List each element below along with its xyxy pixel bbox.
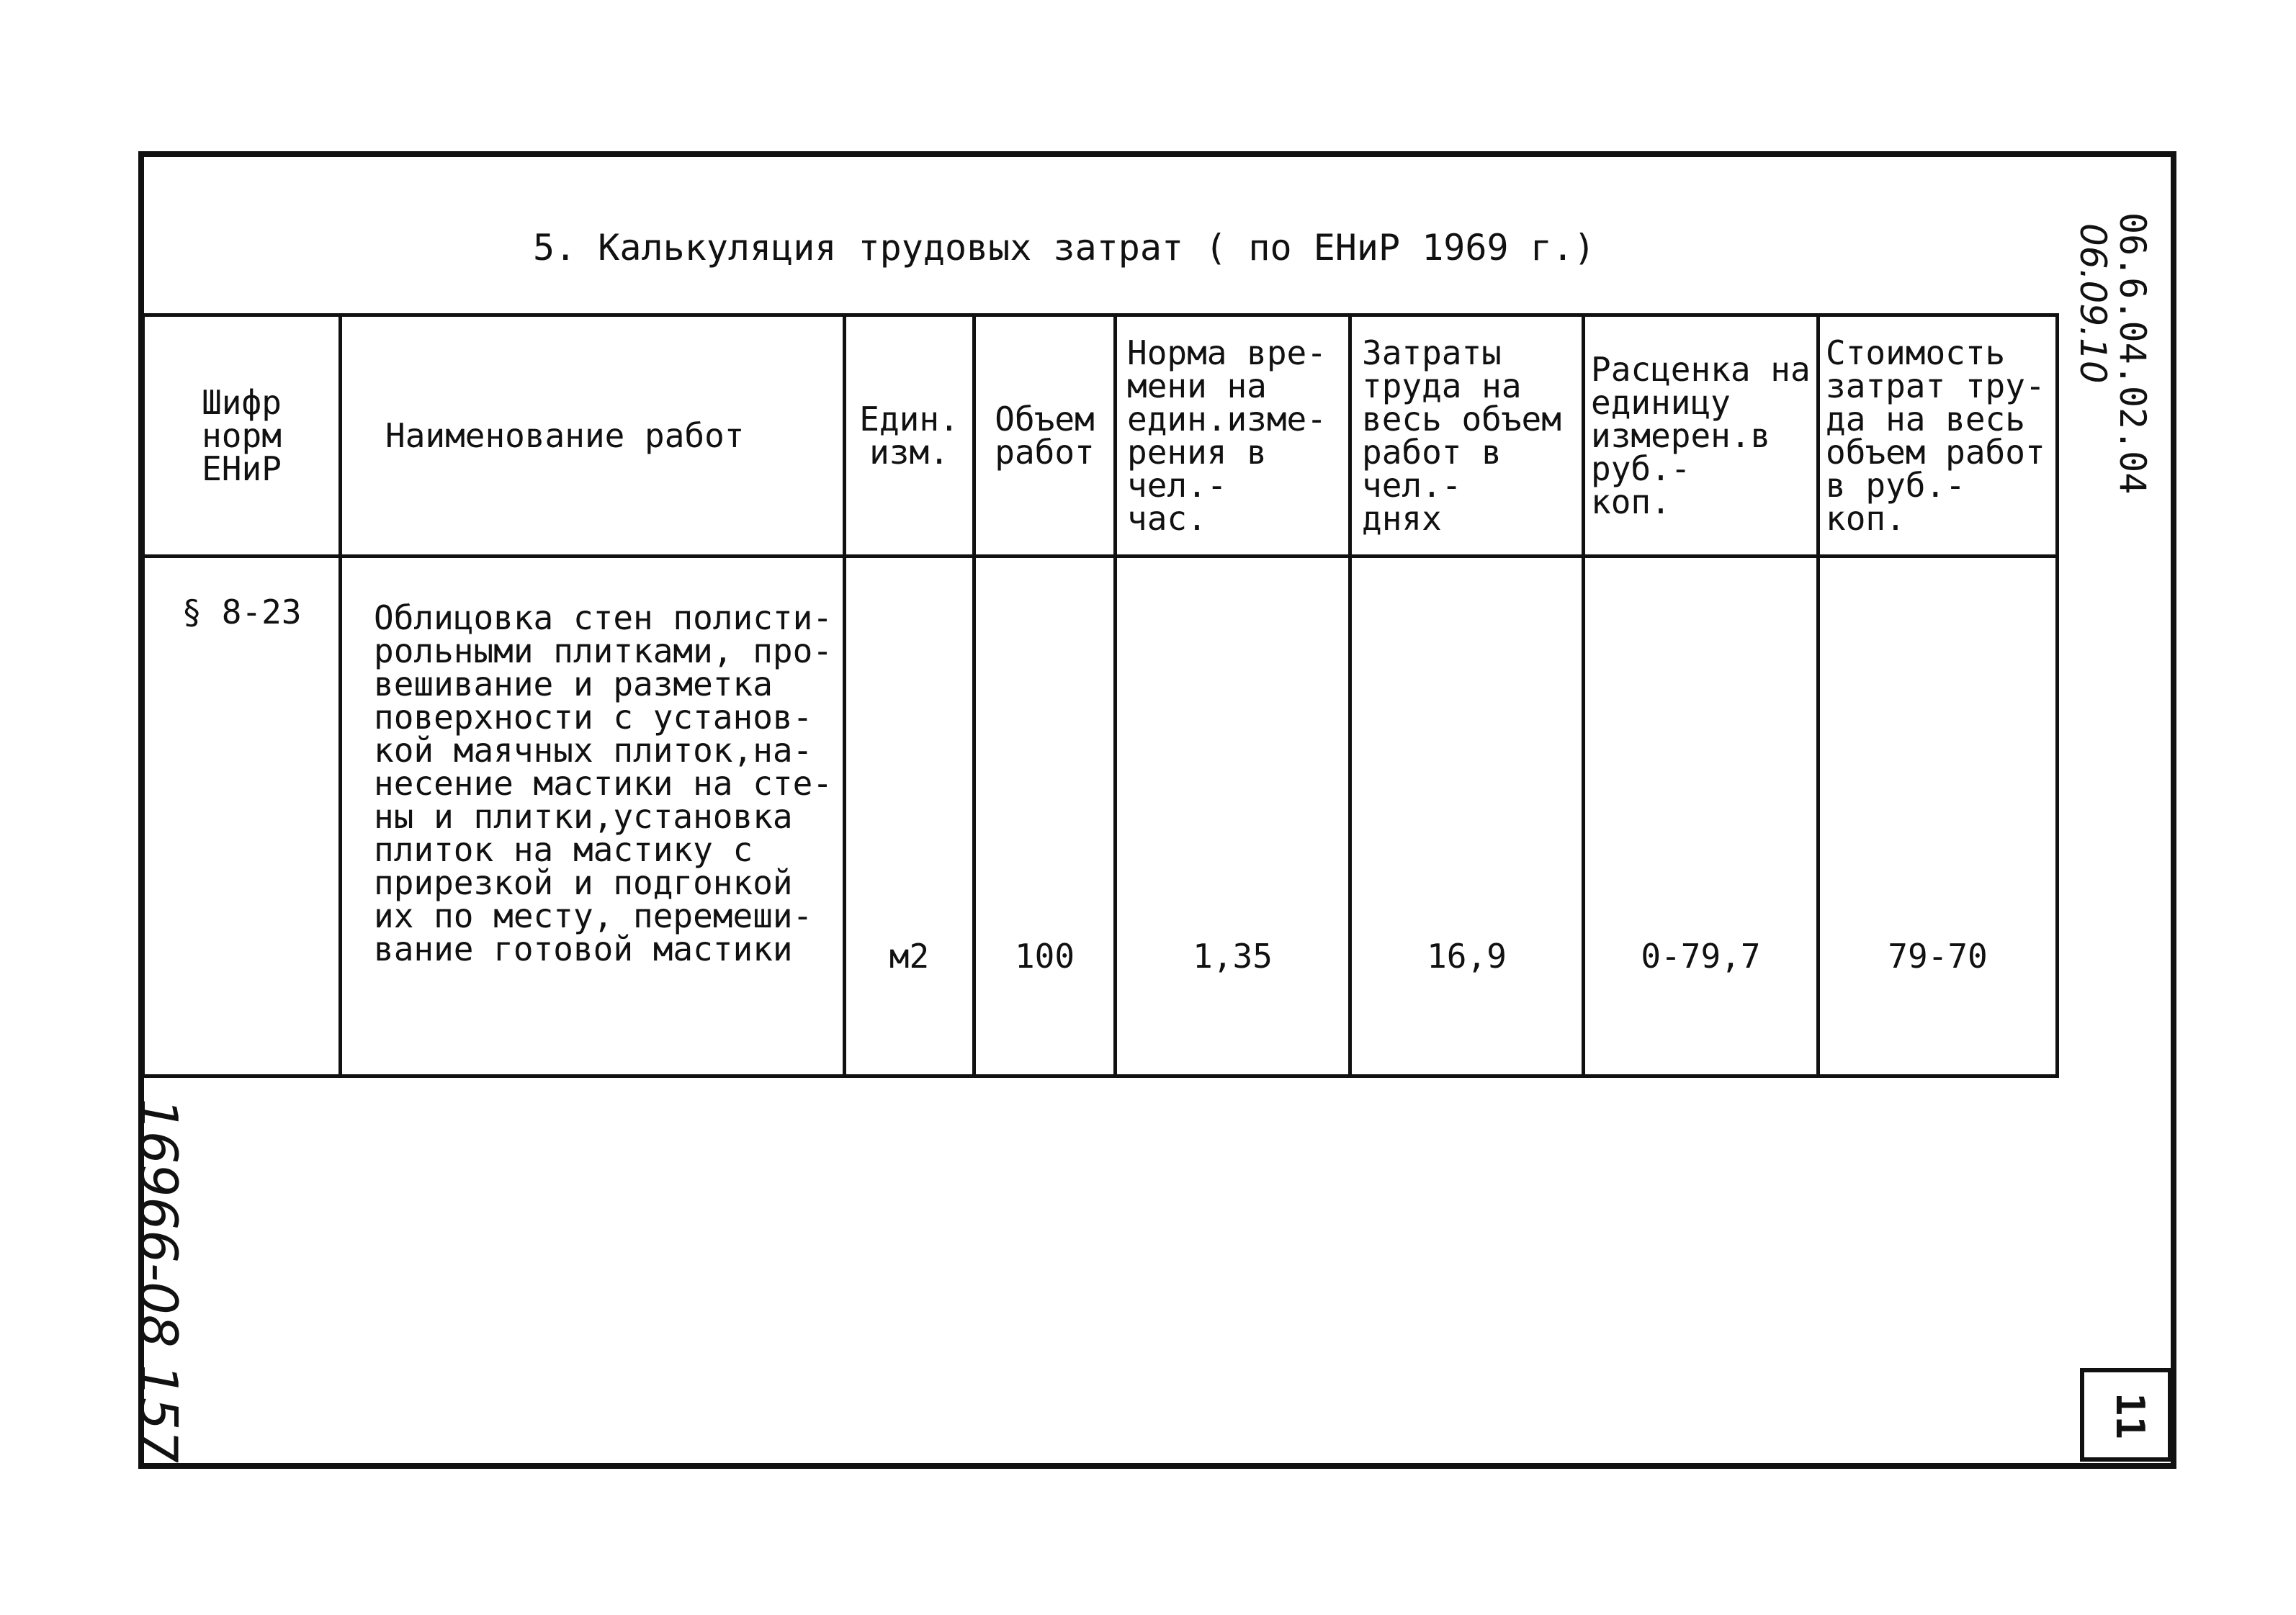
header-name: Наименование работ bbox=[341, 315, 845, 557]
document-code-handwritten: 06.09.10 bbox=[2072, 223, 2114, 384]
table-header-row bbox=[143, 315, 2058, 557]
cell-name: Облицовка стен полисти- рольными плитками, про- вешивание и разметка поверхности с установ- кой маячных плиток,на- несение мастики на сте- ны и плитки,установка плиток на мастику с прирезкой и подгонкой их по месту, перемеши- вание готовой мастики bbox=[341, 557, 845, 1076]
cell-volume: 100 bbox=[974, 557, 1116, 1076]
header-labor: Затраты труда на весь объем работ в чел.- днях bbox=[1350, 315, 1584, 557]
page-number-box bbox=[2080, 1368, 2172, 1462]
handwritten-number: 16966-08 157 bbox=[128, 1098, 189, 1463]
page-number: 11 bbox=[2107, 1393, 2153, 1440]
header-volume: Объем работ bbox=[974, 315, 1116, 557]
cell-code: § 8-23 bbox=[143, 557, 341, 1076]
header-norm: Норма вре- мени на един.изме- рения в чел.- час. bbox=[1116, 315, 1350, 557]
page-title: 5. Калькуляция трудовых затрат ( по ЕНиР 1969 г.) bbox=[533, 227, 1596, 269]
table-row bbox=[143, 557, 2058, 1076]
header-rate: Расценка на единицу измерен.в руб.- коп. bbox=[1584, 315, 1819, 557]
cell-cost: 79-70 bbox=[1819, 557, 2058, 1076]
cell-rate: 0-79,7 bbox=[1584, 557, 1819, 1076]
document-code: 06.6.04.02.04 bbox=[2112, 212, 2153, 495]
header-unit: Един. изм. bbox=[845, 315, 974, 557]
labor-cost-table bbox=[141, 313, 2059, 1078]
cell-unit: м2 bbox=[845, 557, 974, 1076]
cell-norm: 1,35 bbox=[1116, 557, 1350, 1076]
header-cost: Стоимость затрат тру- да на весь объем работ в руб.- коп. bbox=[1819, 315, 2058, 557]
cell-labor: 16,9 bbox=[1350, 557, 1584, 1076]
header-code: Шифр норм ЕНиР bbox=[143, 315, 341, 557]
